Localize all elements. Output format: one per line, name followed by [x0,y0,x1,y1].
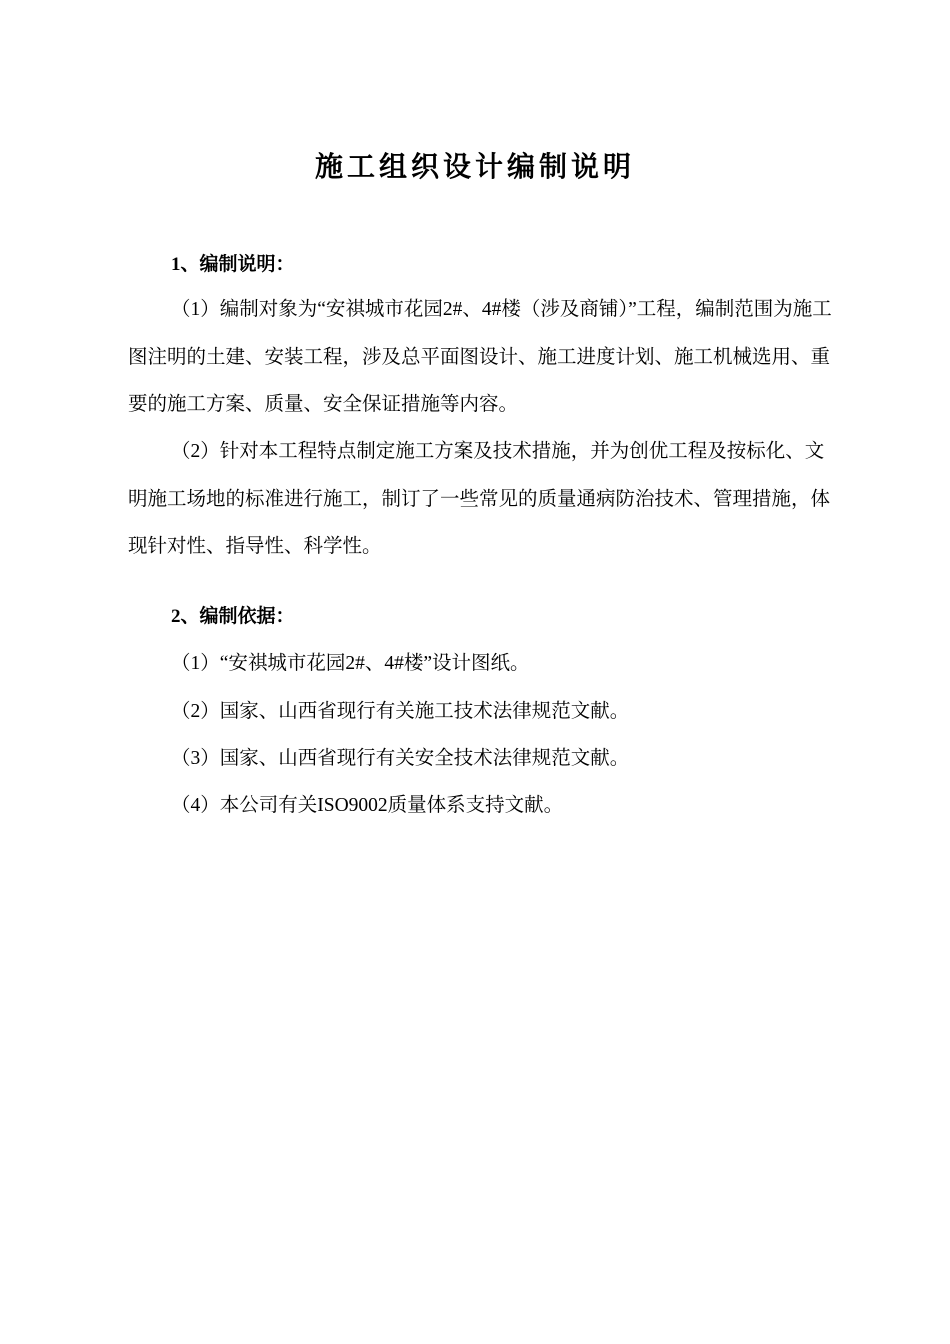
basis-item-1: （1）“安祺城市花园2#、4#楼”设计图纸。 [171,653,530,674]
description-paragraph-1: （1）编制对象为“安祺城市花园2#、4#楼（涉及商铺）”工程，编制范围为施工图注明的土建、安装工程，涉及总平面图设计、施工进度计划、施工机械选用、重要的施工方案、质量、安全保证措施等内容。 [128,299,832,415]
description-paragraph-2: （2）针对本工程特点制定施工方案及技术措施，并为创优工程及按标化、文明施工场地的标准进行施工，制订了一些常见的质量通病防治技术、管理措施，体现针对性、指导性、科学性。 [128,441,831,557]
basis-item-4: （4）本公司有关ISO9002质量体系支持文献。 [171,795,564,816]
basis-item-3: （3）国家、山西省现行有关安全技术法律规范文献。 [171,748,630,769]
section-heading-basis: 2、编制依据： [171,606,295,627]
section-heading-description: 1、编制说明： [171,254,295,275]
basis-item-2: （2）国家、山西省现行有关施工技术法律规范文献。 [171,701,630,722]
document-title: 施工组织设计编制说明 [314,152,635,183]
